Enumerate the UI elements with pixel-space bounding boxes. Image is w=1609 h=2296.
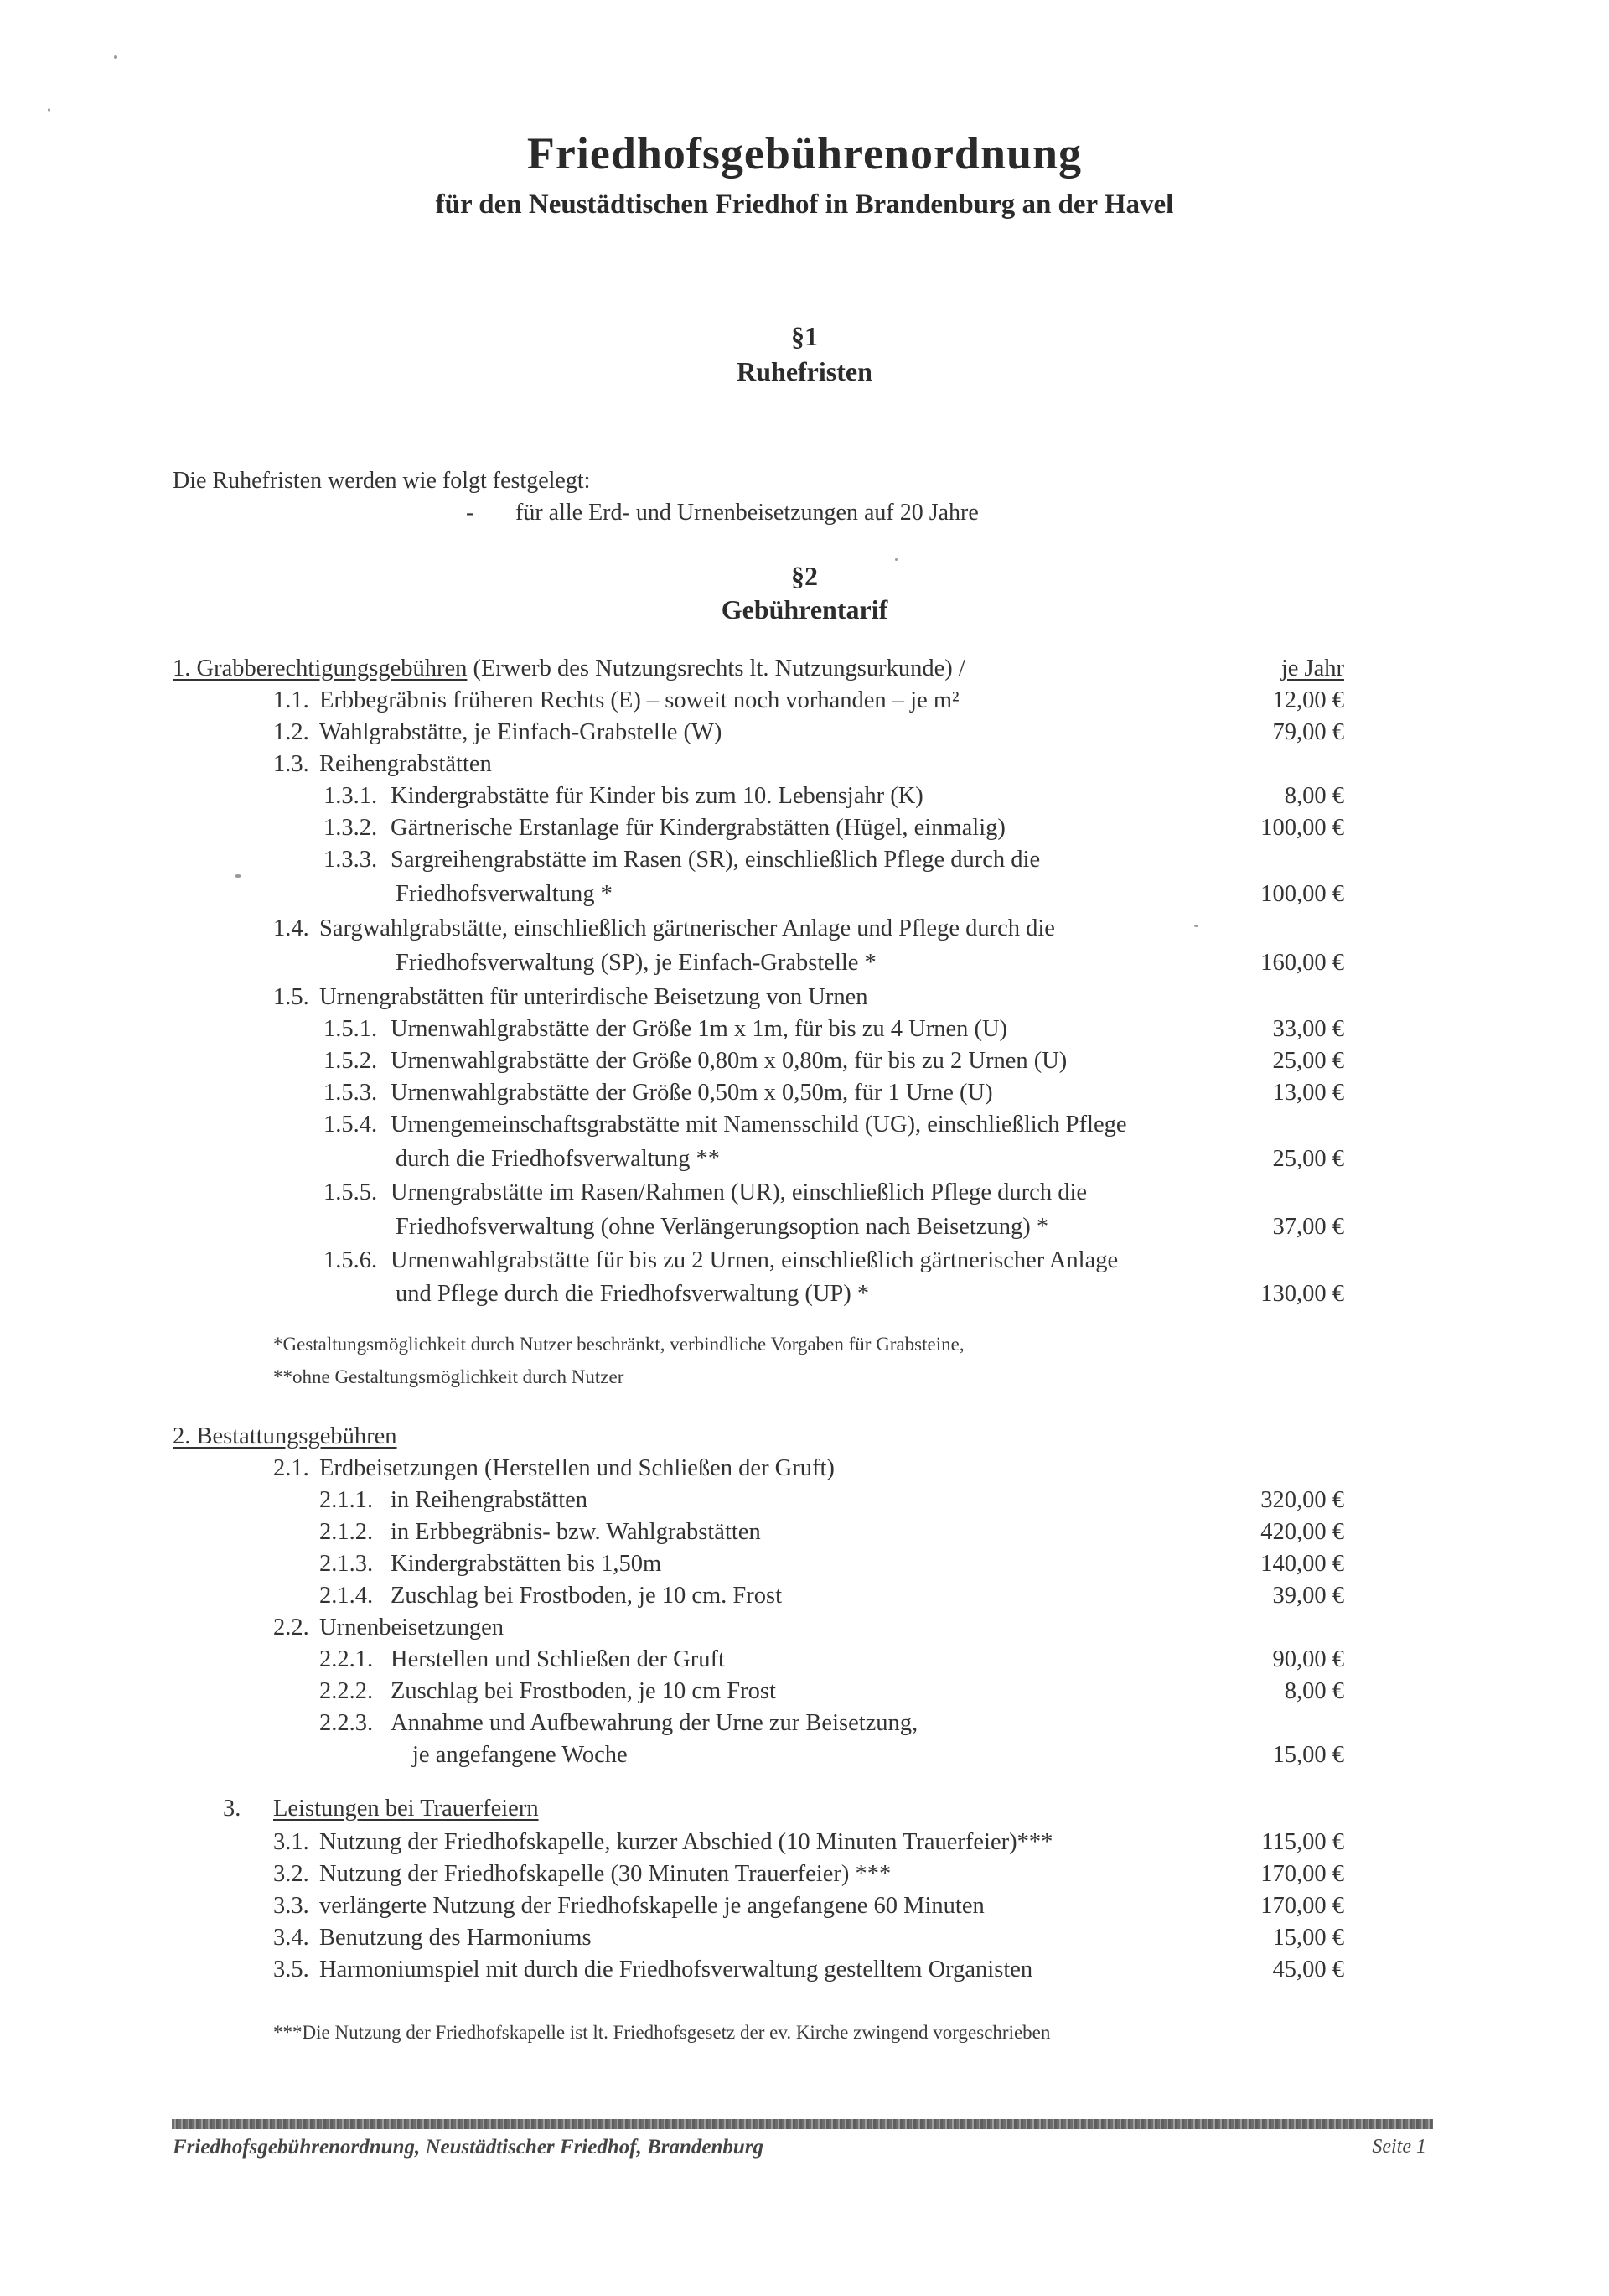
item-number: 2.1.2. [319,1519,374,1545]
item-description: Zuschlag bei Frostboden, je 10 cm Frost [391,1678,776,1704]
item-amount: 15,00 € [1272,1742,1344,1768]
item-number: 1.5. [273,984,309,1010]
item-number: 2.1.3. [319,1551,374,1577]
item-amount: 90,00 € [1272,1646,1344,1672]
item-amount: 420,00 € [1260,1519,1344,1545]
item-amount: 15,00 € [1272,1925,1344,1951]
paragraph-2-number: §2 [791,561,818,591]
scan-speck [48,108,50,112]
item-description: Kindergrabstätte für Kinder bis zum 10. Lebensjahr (K) [391,783,923,809]
item-description: Annahme und Aufbewahrung der Urne zur Beisetzung, [391,1710,918,1736]
item-description: Erbbegräbnis früheren Rechts (E) – soweit noch vorhanden – je m² [319,687,960,713]
item-number: 1.2. [273,719,309,745]
item-description: Urnenbeisetzungen [319,1614,504,1640]
item-description: Kindergrabstätten bis 1,50m [391,1551,662,1577]
item-number: 3.4. [273,1925,309,1951]
item-amount: 100,00 € [1260,815,1344,841]
scan-speck [114,55,117,59]
item-number: 3.2. [273,1861,309,1887]
item-description: verlängerte Nutzung der Friedhofskapelle je angefangene 60 Minuten [319,1893,985,1919]
item-amount: 45,00 € [1272,1957,1344,1982]
item-number: 2.2.1. [319,1646,374,1672]
paragraph-2-heading: Gebührentarif [721,594,888,625]
item-amount: 39,00 € [1272,1583,1344,1609]
item-description: Urnenwahlgrabstätte für bis zu 2 Urnen, einschließlich gärtnerischer Anlage [391,1247,1119,1273]
item-number: 2.2. [273,1614,309,1640]
item-number: 2.1.4. [319,1583,374,1609]
item-number: 1.3.3. [323,847,378,873]
section-3-number: 3. [223,1796,241,1822]
item-description: Friedhofsverwaltung * [396,881,613,907]
item-amount: 160,00 € [1260,950,1344,976]
item-amount: 320,00 € [1260,1487,1344,1513]
item-description: Friedhofsverwaltung (ohne Verlängerungsoption nach Beisetzung) * [396,1214,1049,1240]
item-number: 1.5.1. [323,1016,378,1042]
item-description: Gärtnerische Erstanlage für Kindergrabstätten (Hügel, einmalig) [391,815,1006,841]
item-amount: 8,00 € [1284,1678,1344,1704]
section-2-heading: 2. Bestattungsgebühren [173,1423,397,1449]
item-number: 1.3.1. [323,783,378,809]
item-amount: 140,00 € [1260,1551,1344,1577]
ruhefristen-item: für alle Erd- und Urnenbeisetzungen auf 20 Jahre [515,500,979,526]
item-amount: 12,00 € [1272,687,1344,713]
item-amount: 170,00 € [1260,1893,1344,1919]
item-description: in Erbbegräbnis- bzw. Wahlgrabstätten [391,1519,761,1545]
list-dash: - [466,500,474,526]
item-number: 2.2.3. [319,1710,374,1736]
item-description: Nutzung der Friedhofskapelle, kurzer Abschied (10 Minuten Trauerfeier)*** [319,1829,1053,1855]
item-description: Urnenwahlgrabstätte der Größe 0,50m x 0,50m, für 1 Urne (U) [391,1080,993,1106]
item-number: 1.4. [273,915,309,941]
footnote: **ohne Gestaltungsmöglichkeit durch Nutzer [273,1366,624,1387]
item-amount: 115,00 € [1261,1829,1344,1855]
item-amount: 100,00 € [1260,881,1344,907]
section-1-unit: je Jahr [1280,656,1344,682]
item-number: 2.2.2. [319,1678,374,1704]
item-number: 3.1. [273,1829,309,1855]
item-number: 3.5. [273,1957,309,1982]
item-description: Sargreihengrabstätte im Rasen (SR), einschließlich Pflege durch die [391,847,1041,873]
item-description: Nutzung der Friedhofskapelle (30 Minuten Trauerfeier) *** [319,1861,892,1887]
item-amount: 8,00 € [1284,783,1344,809]
document-title: Friedhofsgebührenordnung [526,128,1083,179]
section-3-heading: Leistungen bei Trauerfeiern [273,1796,539,1822]
item-amount: 25,00 € [1272,1146,1344,1172]
item-description: in Reihengrabstätten [391,1487,588,1513]
item-number: 2.1.1. [319,1487,374,1513]
item-description: Wahlgrabstätte, je Einfach-Grabstelle (W) [319,719,722,745]
item-amount: 33,00 € [1272,1016,1344,1042]
item-description: Reihengrabstätten [319,751,492,777]
item-description: durch die Friedhofsverwaltung ** [396,1146,721,1172]
item-description: je angefangene Woche [412,1742,628,1768]
item-description: Harmoniumspiel mit durch die Friedhofsverwaltung gestelltem Organisten [319,1957,1033,1982]
page-number: Seite 1 [1372,2136,1426,2158]
scan-speck [1194,925,1198,927]
item-description: Friedhofsverwaltung (SP), je Einfach-Grabstelle * [396,950,877,976]
footnote: ***Die Nutzung der Friedhofskapelle ist lt. Friedhofsgesetz der ev. Kirche zwingend vorgeschrieben [273,2022,1051,2043]
item-description: Urnengemeinschaftsgrabstätte mit Namensschild (UG), einschließlich Pflege [391,1112,1127,1138]
item-description: und Pflege durch die Friedhofsverwaltung (UP) * [396,1281,870,1307]
item-description: Urnengrabstätten für unterirdische Beisetzung von Urnen [319,984,868,1010]
item-description: Benutzung des Harmoniums [319,1925,592,1951]
item-description: Urnengrabstätte im Rasen/Rahmen (UR), einschließlich Pflege durch die [391,1179,1088,1205]
paragraph-1-number: §1 [791,321,818,351]
item-amount: 130,00 € [1260,1281,1344,1307]
item-number: 1.5.4. [323,1112,378,1138]
item-amount: 25,00 € [1272,1048,1344,1074]
item-description: Herstellen und Schließen der Gruft [391,1646,725,1672]
item-number: 1.3.2. [323,815,378,841]
item-amount: 79,00 € [1272,719,1344,745]
paragraph-1-heading: Ruhefristen [737,356,872,386]
footer-rule [172,2119,1433,2129]
item-number: 2.1. [273,1455,309,1481]
item-number: 3.3. [273,1893,309,1919]
item-number: 1.3. [273,751,309,777]
item-number: 1.5.6. [323,1247,378,1273]
footer-title: Friedhofsgebührenordnung, Neustädtischer Friedhof, Brandenburg [173,2136,764,2159]
footnote: *Gestaltungsmöglichkeit durch Nutzer beschränkt, verbindliche Vorgaben für Grabsteine, [273,1334,965,1355]
item-description: Urnenwahlgrabstätte der Größe 1m x 1m, für bis zu 4 Urnen (U) [391,1016,1008,1042]
item-amount: 13,00 € [1272,1080,1344,1106]
section-1-suffix: (Erwerb des Nutzungsrechts lt. Nutzungsurkunde) / [467,656,965,682]
item-number: 1.5.3. [323,1080,378,1106]
document-subtitle: für den Neustädtischen Friedhof in Brandenburg an der Havel [435,189,1174,220]
item-number: 1.5.2. [323,1048,378,1074]
item-description: Sargwahlgrabstätte, einschließlich gärtnerischer Anlage und Pflege durch die [319,915,1055,941]
ruhefristen-intro: Die Ruhefristen werden wie folgt festgelegt: [173,468,591,494]
item-number: 1.1. [273,687,309,713]
item-description: Zuschlag bei Frostboden, je 10 cm. Frost [391,1583,783,1609]
section-1-label: 1. Grabberechtigungsgebühren [173,656,468,682]
item-number: 1.5.5. [323,1179,378,1205]
scan-speck [235,874,241,878]
item-description: Erdbeisetzungen (Herstellen und Schließen der Gruft) [319,1455,835,1481]
item-description: Urnenwahlgrabstätte der Größe 0,80m x 0,80m, für bis zu 2 Urnen (U) [391,1048,1068,1074]
item-amount: 170,00 € [1260,1861,1344,1887]
section-1-heading [173,655,965,683]
item-amount: 37,00 € [1272,1214,1344,1240]
